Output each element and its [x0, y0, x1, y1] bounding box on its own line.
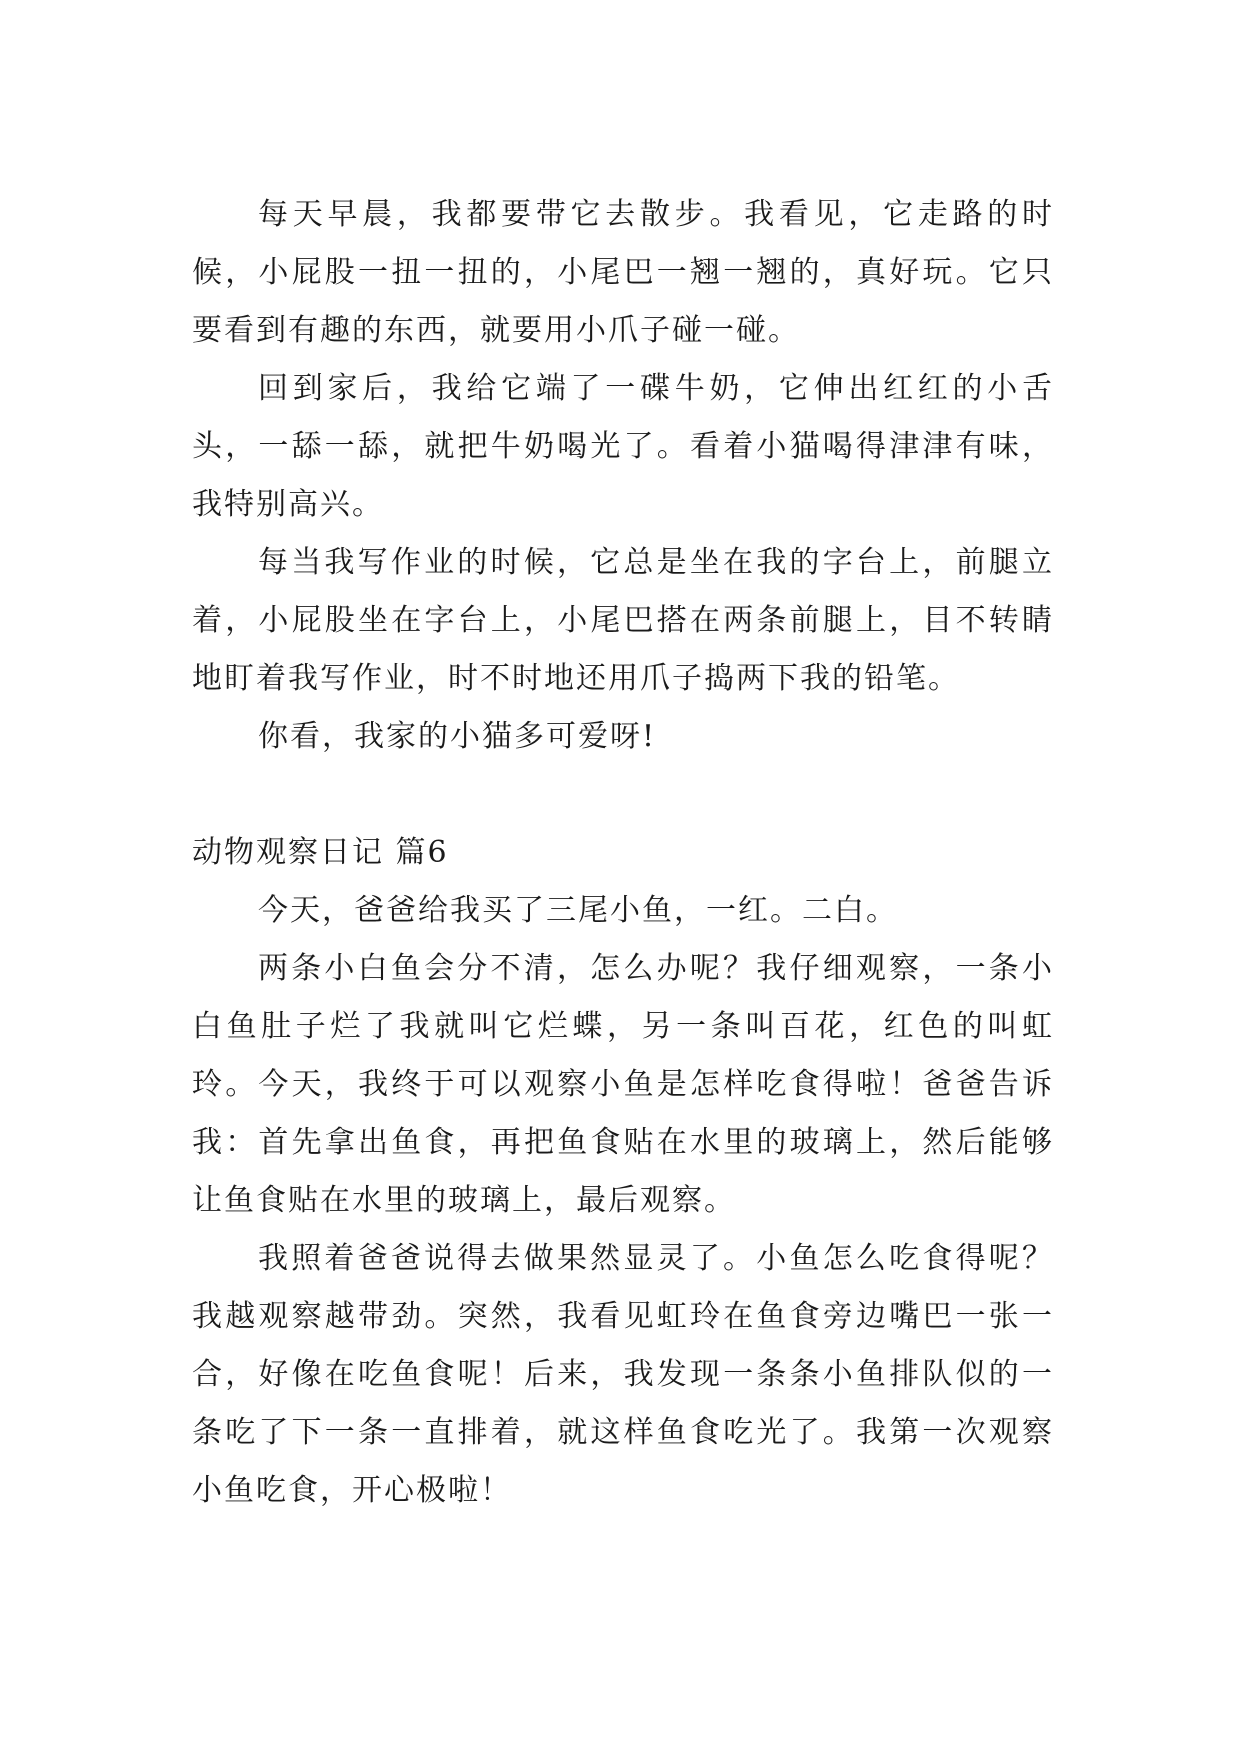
paragraph: 今天，爸爸给我买了三尾小鱼，一红。二白。: [258, 893, 898, 928]
document-page: [192, 186, 1054, 1520]
paragraph: 每当我写作业的时候，它总是坐在我的字台上，前腿立着，小屁股坐在字台上，小尾巴搭在两条前腿上，目不转睛地盯着我写作业，时不时地还用爪子捣两下我的铅笔。: [192, 545, 1054, 696]
paragraph: 每天早晨，我都要带它去散步。我看见，它走路的时候，小屁股一扭一扭的，小尾巴一翘一翘的，真好玩。它只要看到有趣的东西，就要用小爪子碰一碰。: [192, 197, 1054, 348]
paragraph: 回到家后，我给它端了一碟牛奶，它伸出红红的小舌头，一舔一舔，就把牛奶喝光了。看着小猫喝得津津有味，我特别高兴。: [192, 371, 1054, 522]
section-heading: 动物观察日记 篇6: [192, 835, 449, 870]
paragraph: 我照着爸爸说得去做果然显灵了。小鱼怎么吃食得呢？我越观察越带劲。突然，我看见虹玲在鱼食旁边嘴巴一张一合，好像在吃鱼食呢！后来，我发现一条条小鱼排队似的一条吃了下一条一直排着，就这样鱼食吃光了。我第一次观察小鱼吃食，开心极啦！: [192, 1241, 1054, 1508]
paragraph: 你看，我家的小猫多可爱呀!: [258, 719, 657, 754]
paragraph: 两条小白鱼会分不清，怎么办呢？我仔细观察，一条小白鱼肚子烂了我就叫它烂蝶，另一条叫百花，红色的叫虹玲。今天，我终于可以观察小鱼是怎样吃食得啦！爸爸告诉我：首先拿出鱼食，再把鱼食贴在水里的玻璃上，然后能够让鱼食贴在水里的玻璃上，最后观察。: [192, 951, 1054, 1218]
